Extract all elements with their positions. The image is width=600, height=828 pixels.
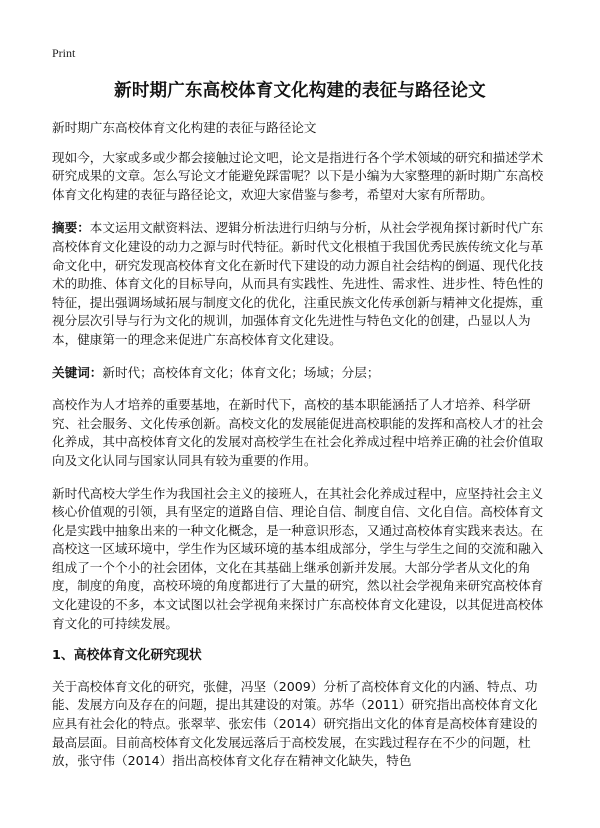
intro-paragraph: 现如今，大家或多或少都会接触过论文吧，论文是指进行各个学术领域的研究和描述学术研究成果的文章。怎么写论文才能避免踩雷呢？以下是小编为大家整理的新时期广东高校体育文化构建的表征与路径论文，欢迎大家借鉴与参考，希望对大家有所帮助。 — [52, 149, 544, 202]
keywords-paragraph — [52, 364, 548, 383]
keywords-label: 关键词： — [52, 364, 103, 380]
keywords-text: 新时代；高校体育文化；体育文化；场域；分层； — [102, 364, 380, 380]
abstract-paragraph — [52, 219, 548, 349]
article-body — [52, 119, 548, 785]
article-subtitle: 新时期广东高校体育文化构建的表征与路径论文 — [52, 120, 317, 135]
body-paragraph-1: 高校作为人才培养的重要基地，在新时代下，高校的基本职能涵括了人才培养、科学研究、社会服务、文化传承创新。高校文化的发展能促进高校职能的发挥和高校人才的社会化养成，其中高校体育文化的发展对高校学生在社会化养成过程中培养正确的社会价值取向及文化认同与国家认同具有较为重要的作用。 — [52, 397, 544, 468]
abstract-text: 本文运用文献资料法、逻辑分析法进行归纳与分析，从社会学视角探讨新时代广东高校体育文化建设的动力之源与时代特征。新时代文化根植于我国优秀民族传统文化与革命文化中，研究发现高校体育文化在新时代下建设的动力源自社会结构的倒逼、现代化技术的助推、体育文化的目标导向，从而具有实践性、先进性、需求性、进步性、特色性的特征，提出强调场域拓展与制度文化的优化，注重民族文化传承创新与精神文化提炼，重视分层次引导与行为文化的规训，加强体育文化先进性与特色文化的创建，凸显以人为本，健康第一的理念来促进广东高校体育文化建设。 — [52, 220, 544, 347]
print-link[interactable]: Print — [52, 46, 76, 60]
body-paragraph-2: 新时代高校大学生作为我国社会主义的接班人，在其社会化养成过程中，应坚持社会主义核心价值观的引领，具有坚定的道路自信、理论自信、制度自信、文化自信。高校体育文化是实践中抽象出来的一种文化概念，是一种意识形态，又通过高校体育实践来表达。在高校这一区域环境中，学生作为区域环境的基本组成部分，学生与学生之间的交流和融入组成了一个个小的社会团体，文化在其基础上继承创新并发展。大部分学者从文化的角度，制度的角度，高校环境的角度都进行了大量的研究，然以社会学视角来研究高校体育文化建设的不多，本文试图以社会学视角来探讨广东高校体育文化建设，以其促进高校体育文化的可持续发展。 — [52, 485, 544, 631]
page-title: 新时期广东高校体育文化构建的表征与路径论文 — [114, 81, 486, 101]
section-1-paragraph: 关于高校体育文化的研究，张健，冯坚（2009）分析了高校体育文化的内涵、特点、功能、发展方向及存在的问题，提出其建设的对策。苏华（2011）研究指出高校体育文化应具有社会化的特点。张翠苹、张宏伟（2014）研究指出文化的体育是高校体育建设的最高层面。目前高校体育文化发展远落后于高校发展，在实践过程存在不少的问题，杜放，张守伟（2014）指出高校体育文化存在精神文化缺失，特色 — [52, 678, 538, 769]
section-heading-1: 1、高校体育文化研究现状 — [52, 648, 202, 664]
abstract-label: 摘要： — [52, 220, 90, 236]
